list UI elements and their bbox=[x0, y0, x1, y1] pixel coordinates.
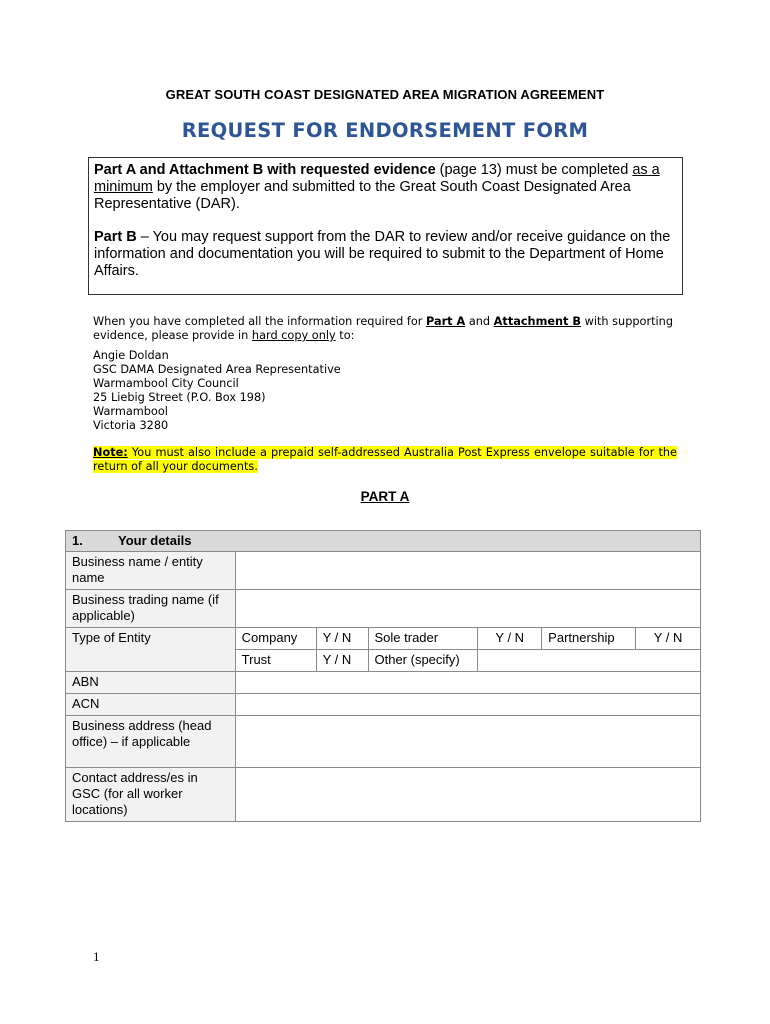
acn-label: ACN bbox=[66, 694, 236, 716]
address-line: Warmambool bbox=[93, 405, 168, 418]
partnership-option-label: Partnership bbox=[542, 628, 636, 650]
form-title: REQUEST FOR ENDORSEMENT FORM bbox=[181, 119, 589, 142]
hard-copy-only: hard copy only bbox=[251, 329, 336, 342]
business-address-label: Business address (head office) – if applicable bbox=[66, 716, 236, 768]
business-name-label: Business name / entity name bbox=[66, 552, 236, 590]
other-option-label: Other (specify) bbox=[368, 650, 478, 672]
intro-minimum-underline: as a minimum bbox=[94, 162, 660, 195]
sole-trader-option-label: Sole trader bbox=[368, 628, 478, 650]
section-number: 1. bbox=[72, 533, 83, 548]
table-row bbox=[66, 716, 701, 768]
company-option-label: Company bbox=[235, 628, 316, 650]
instructions-text-2: and bbox=[465, 315, 494, 328]
instructions-text-3: with supporting evidence, please provide in bbox=[93, 315, 673, 342]
intro-part-a-end: by the employer and submitted to the Great South Coast Designated Area Representative (DAR). bbox=[94, 179, 631, 212]
contact-address-label: Contact address/es in GSC (for all worker locations) bbox=[66, 768, 236, 822]
intro-part-b-bold: Part B bbox=[94, 229, 137, 245]
trust-yn-field[interactable]: Y / N bbox=[316, 650, 368, 672]
sole-trader-yn-field[interactable]: Y / N bbox=[478, 628, 542, 650]
note-label: Note: bbox=[93, 446, 128, 459]
table-row bbox=[66, 628, 701, 650]
instructions-text-1: When you have completed all the information required for bbox=[93, 315, 426, 328]
agreement-title: GREAT SOUTH COAST DESIGNATED AREA MIGRATION AGREEMENT bbox=[165, 87, 605, 102]
intro-paragraph-part-b bbox=[94, 229, 677, 280]
address-line: 25 Liebig Street (P.O. Box 198) bbox=[93, 391, 266, 404]
address-line: Warmambool City Council bbox=[93, 377, 239, 390]
part-a-ref: Part A bbox=[425, 315, 466, 328]
section-header bbox=[66, 531, 701, 552]
your-details-table bbox=[65, 530, 701, 822]
intro-part-b-text: – You may request support from the DAR to review and/or receive guidance on the information and documentation you will be required to submit to the Department of Home Affairs. bbox=[94, 229, 671, 279]
table-row bbox=[66, 768, 701, 822]
submission-instructions bbox=[93, 315, 683, 433]
business-name-field[interactable] bbox=[235, 552, 700, 590]
instructions-text-4: to: bbox=[335, 329, 355, 342]
address-line: Victoria 3280 bbox=[93, 419, 169, 432]
page-number: 1 bbox=[93, 949, 100, 964]
table-row bbox=[66, 694, 701, 716]
trading-name-field[interactable] bbox=[235, 590, 700, 628]
trading-name-label: Business trading name (if applicable) bbox=[66, 590, 236, 628]
part-a-heading: PART A bbox=[360, 489, 410, 504]
abn-field[interactable] bbox=[235, 672, 700, 694]
intro-part-a-bold: Part A and Attachment B with requested evidence bbox=[94, 162, 436, 178]
attachment-b-ref: Attachment B bbox=[493, 315, 581, 328]
business-address-field[interactable] bbox=[235, 716, 700, 768]
instructions-text bbox=[93, 315, 683, 343]
section-title: Your details bbox=[118, 533, 192, 548]
contact-address-field[interactable] bbox=[235, 768, 700, 822]
intro-box bbox=[88, 157, 683, 295]
table-row bbox=[66, 590, 701, 628]
intro-paragraph-part-a bbox=[94, 162, 677, 213]
note-text: You must also include a prepaid self-addressed Australia Post Express envelope suitable for the return of all your documents. bbox=[93, 446, 677, 473]
entity-type-label: Type of Entity bbox=[66, 628, 236, 672]
section-header-row bbox=[66, 531, 701, 552]
note bbox=[93, 446, 677, 474]
address-line: Angie Doldan bbox=[93, 349, 169, 362]
company-yn-field[interactable]: Y / N bbox=[316, 628, 368, 650]
intro-part-a-text: (page 13) must be completed bbox=[435, 162, 633, 178]
partnership-yn-field[interactable]: Y / N bbox=[636, 628, 701, 650]
postal-address bbox=[93, 349, 683, 433]
address-line: GSC DAMA Designated Area Representative bbox=[93, 363, 341, 376]
other-specify-field[interactable] bbox=[478, 650, 701, 672]
table-row bbox=[66, 552, 701, 590]
acn-field[interactable] bbox=[235, 694, 700, 716]
trust-option-label: Trust bbox=[235, 650, 316, 672]
abn-label: ABN bbox=[66, 672, 236, 694]
table-row bbox=[66, 672, 701, 694]
